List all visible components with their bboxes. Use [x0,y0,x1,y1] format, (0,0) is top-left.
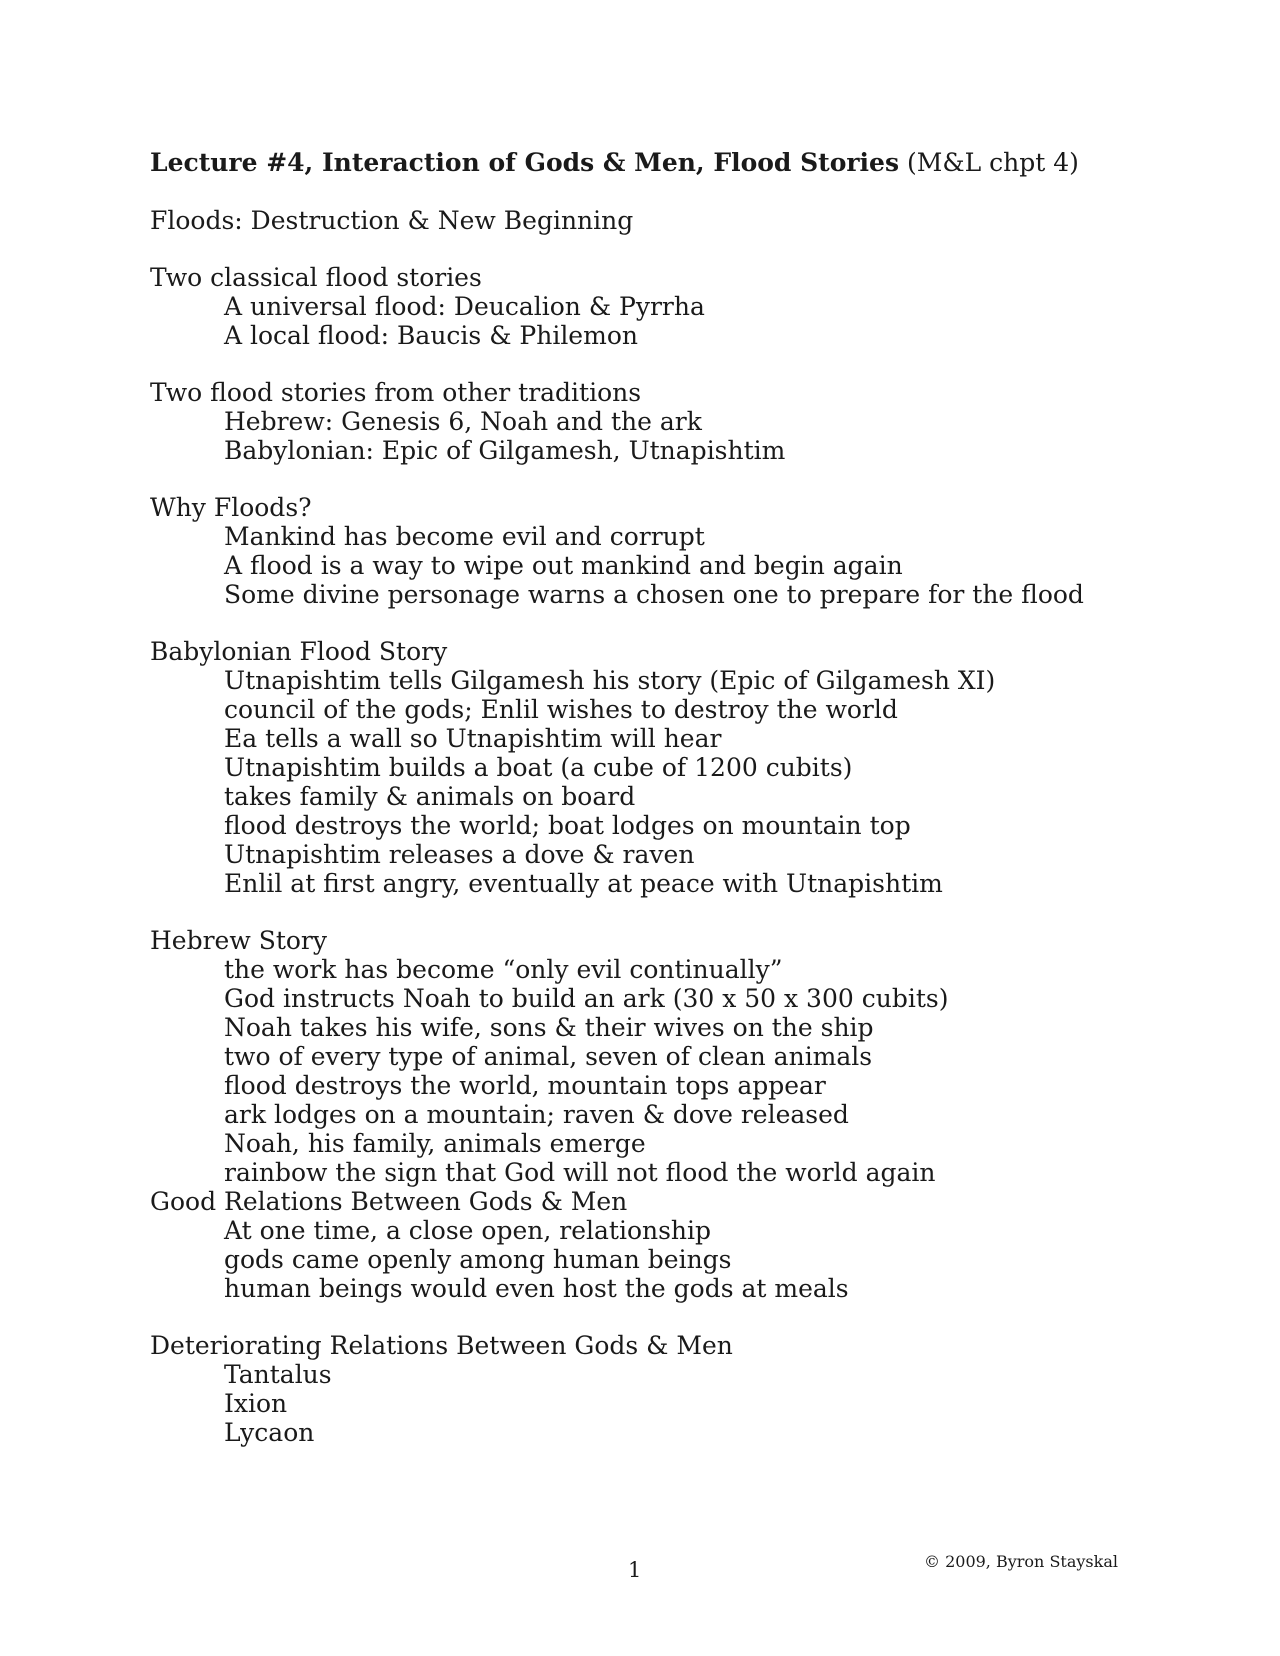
page-number: 1 [628,1558,642,1582]
list-item: At one time, a close open, relationship [224,1216,712,1245]
list-item: Lycaon [224,1418,315,1447]
list-item: rainbow the sign that God will not flood the world again [224,1158,936,1187]
list-item: Tantalus [224,1360,332,1389]
list-item: Ea tells a wall so Utnapishtim will hear [224,724,722,753]
section-heading: Hebrew Story [150,926,327,955]
list-item: Babylonian: Epic of Gilgamesh, Utnapishtim [224,436,786,465]
list-item: Utnapishtim tells Gilgamesh his story (Epic of Gilgamesh XI) [224,666,996,695]
section-heading: Why Floods? [150,493,312,522]
list-item: Hebrew: Genesis 6, Noah and the ark [224,407,702,436]
list-item: gods came openly among human beings [224,1245,732,1274]
list-item: human beings would even host the gods at meals [224,1274,849,1303]
section-hebrew [150,926,1150,1187]
document-title [150,148,1150,178]
section-why-floods [150,493,1150,609]
section-heading: Good Relations Between Gods & Men [150,1187,628,1216]
list-item: Mankind has become evil and corrupt [224,522,705,551]
section-babylonian [150,637,1150,898]
section-heading: Two classical flood stories [150,263,482,292]
list-item: the work has become “only evil continually” [224,955,783,984]
section-heading: Deteriorating Relations Between Gods & Men [150,1331,733,1360]
section-classical [150,263,1150,350]
list-item: two of every type of animal, seven of clean animals [224,1042,873,1071]
list-item: Some divine personage warns a chosen one to prepare for the flood [224,580,1084,609]
section-other-traditions [150,378,1150,465]
list-item: A universal flood: Deucalion & Pyrrha [224,292,705,321]
document-page [150,148,1150,1447]
list-item: Utnapishtim releases a dove & raven [224,840,695,869]
section-heading: Two flood stories from other traditions [150,378,642,407]
title-bold: Lecture #4, Interaction of Gods & Men, Flood Stories [150,148,900,177]
section-floods [150,206,1150,235]
section-heading: Babylonian Flood Story [150,637,448,666]
list-item: Noah, his family, animals emerge [224,1129,646,1158]
list-item: A flood is a way to wipe out mankind and begin again [224,551,903,580]
list-item: takes family & animals on board [224,782,636,811]
title-subtitle: (M&L chpt 4) [899,148,1079,177]
list-item: Noah takes his wife, sons & their wives on the ship [224,1013,874,1042]
list-item: Utnapishtim builds a boat (a cube of 1200 cubits) [224,753,853,782]
list-item: flood destroys the world; boat lodges on mountain top [224,811,911,840]
list-item: council of the gods; Enlil wishes to destroy the world [224,695,898,724]
list-item: A local flood: Baucis & Philemon [224,321,638,350]
section-good-relations [150,1187,1150,1303]
list-item: flood destroys the world, mountain tops appear [224,1071,826,1100]
list-item: ark lodges on a mountain; raven & dove released [224,1100,849,1129]
list-item: Enlil at first angry, eventually at peace with Utnapishtim [224,869,943,898]
section-heading: Floods: Destruction & New Beginning [150,206,634,235]
list-item: God instructs Noah to build an ark (30 x 50 x 300 cubits) [224,984,949,1013]
copyright-notice: © 2009, Byron Stayskal [924,1552,1118,1571]
list-item: Ixion [224,1389,288,1418]
section-deteriorating-relations [150,1331,1150,1447]
